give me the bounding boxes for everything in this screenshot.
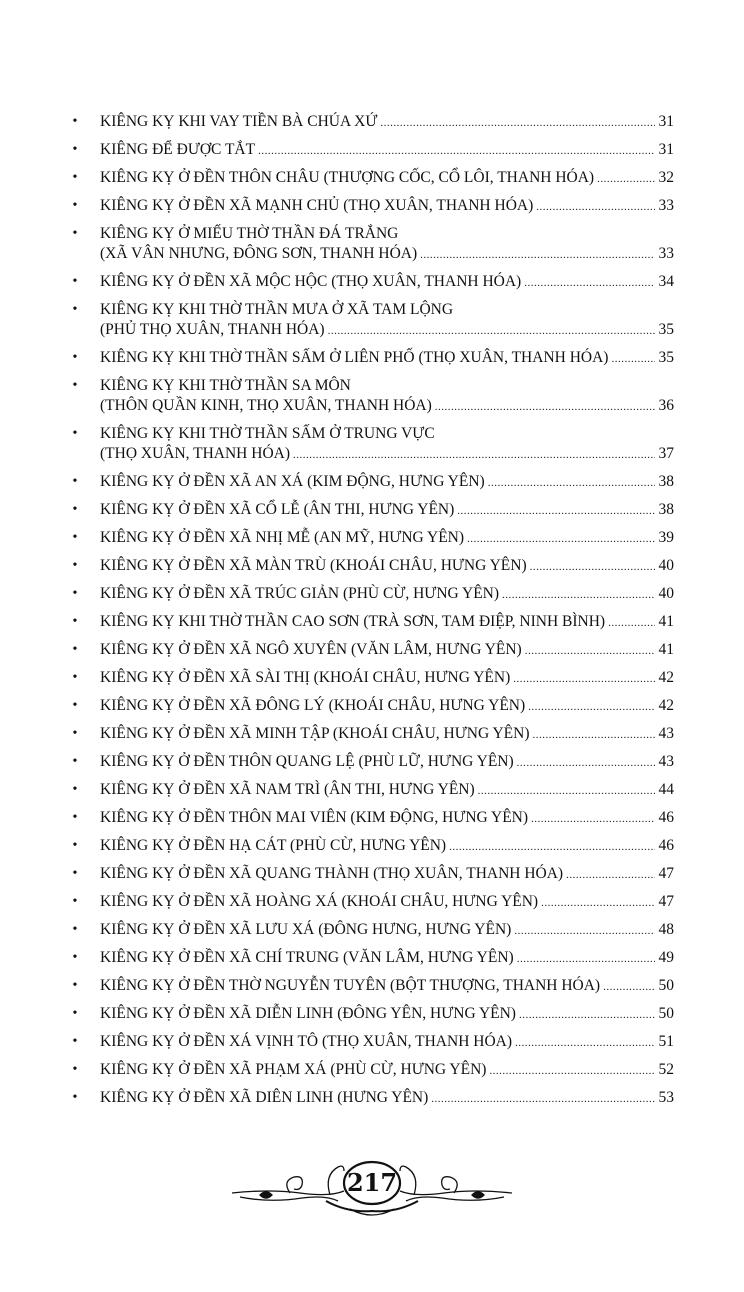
toc-entry[interactable] — [70, 808, 674, 829]
toc-page-number: 39 — [658, 529, 674, 546]
bullet-icon: • — [72, 502, 78, 517]
toc-entry[interactable] — [70, 376, 674, 417]
toc-page-number: 42 — [658, 697, 674, 714]
toc-entry[interactable] — [70, 168, 674, 189]
dot-leader — [502, 585, 655, 605]
toc-entry-title: KIÊNG KỴ Ở ĐỀN XÃ DIÊN LINH (HƯNG YÊN) — [100, 1089, 429, 1106]
toc-page-number: 31 — [658, 141, 674, 158]
dot-leader — [566, 865, 655, 885]
toc-page-number: 33 — [658, 197, 674, 214]
toc-entry-title-continued: (PHỦ THỌ XUÂN, THANH HÓA) — [100, 321, 325, 338]
bullet-icon: • — [72, 1006, 78, 1021]
toc-entry[interactable] — [70, 864, 674, 885]
toc-entry-title-continued: (THÔN QUẦN KINH, THỌ XUÂN, THANH HÓA) — [100, 397, 432, 414]
toc-entry[interactable] — [70, 224, 674, 265]
toc-page-number: 46 — [658, 809, 674, 826]
bullet-icon: • — [72, 670, 78, 685]
bullet-icon: • — [72, 558, 78, 573]
toc-page-number: 50 — [658, 977, 674, 994]
dot-leader — [528, 697, 655, 717]
toc-page-number: 53 — [658, 1089, 674, 1106]
toc-page-number: 43 — [658, 753, 674, 770]
bullet-icon: • — [72, 142, 78, 157]
toc-page-number: 43 — [658, 725, 674, 742]
toc-page-number: 38 — [658, 473, 674, 490]
bullet-icon: • — [72, 782, 78, 797]
bullet-icon: • — [72, 1090, 78, 1105]
toc-entry[interactable] — [70, 836, 674, 857]
toc-page-number: 38 — [658, 501, 674, 518]
bullet-icon: • — [72, 530, 78, 545]
toc-entry-title: KIÊNG KỴ KHI THỜ THẦN MƯA Ở XÃ TAM LỘNG — [100, 301, 454, 318]
toc-entry[interactable] — [70, 556, 674, 577]
bullet-icon: • — [72, 474, 78, 489]
toc-entry-title: KIÊNG KỴ Ở ĐỀN XÃ MẠNH CHỦ (THỌ XUÂN, THANH HÓA) — [100, 197, 534, 214]
bullet-icon: • — [72, 1062, 78, 1077]
toc-entry[interactable] — [70, 668, 674, 689]
toc-entry[interactable] — [70, 780, 674, 801]
toc-entry-title-continued: (THỌ XUÂN, THANH HÓA) — [100, 445, 290, 462]
bullet-icon: • — [72, 198, 78, 213]
dot-leader — [467, 529, 655, 549]
toc-page-number: 31 — [658, 113, 674, 130]
toc-entry-title: KIÊNG KỴ Ở ĐỀN XÃ MINH TẬP (KHOÁI CHÂU, HƯNG YÊN) — [100, 725, 530, 742]
toc-entry[interactable] — [70, 140, 674, 161]
toc-page-number: 48 — [658, 921, 674, 938]
dot-leader — [457, 501, 655, 521]
toc-page-number: 46 — [658, 837, 674, 854]
toc-entry[interactable] — [70, 500, 674, 521]
bullet-icon: • — [72, 754, 78, 769]
toc-entry-title: KIÊNG KỴ Ở ĐỀN XÃ NGÔ XUYÊN (VĂN LÂM, HƯNG YÊN) — [100, 641, 522, 658]
toc-page-number: 36 — [658, 397, 674, 414]
dot-leader — [431, 1089, 655, 1109]
toc-page-number: 33 — [658, 245, 674, 262]
bullet-icon: • — [72, 378, 78, 393]
dot-leader — [517, 949, 655, 969]
dot-leader — [532, 725, 655, 745]
toc-entry[interactable] — [70, 112, 674, 133]
toc-entry[interactable] — [70, 640, 674, 661]
bullet-icon: • — [72, 950, 78, 965]
dot-leader — [293, 445, 655, 465]
bullet-icon: • — [72, 726, 78, 741]
toc-entry-title: KIÊNG KỴ Ở ĐỀN XÃ NHỊ MỄ (AN MỸ, HƯNG YÊN) — [100, 529, 465, 546]
toc-entry-title: KIÊNG KỴ Ở ĐỀN XÃ HOÀNG XÁ (KHOÁI CHÂU, HƯNG YÊN) — [100, 893, 539, 910]
bullet-icon: • — [72, 426, 78, 441]
bullet-icon: • — [72, 810, 78, 825]
bullet-icon: • — [72, 170, 78, 185]
toc-entry-title: KIÊNG KỴ Ở ĐỀN XÃ MỘC HỘC (THỌ XUÂN, THANH HÓA) — [100, 273, 522, 290]
toc-page-number: 35 — [658, 349, 674, 366]
toc-entry[interactable] — [70, 612, 674, 633]
bullet-icon: • — [72, 614, 78, 629]
toc-entry[interactable] — [70, 528, 674, 549]
dot-leader — [380, 113, 655, 133]
dot-leader — [435, 397, 655, 417]
toc-entry[interactable] — [70, 892, 674, 913]
dot-leader — [531, 809, 655, 829]
dot-leader — [536, 197, 655, 217]
toc-page-number: 41 — [658, 641, 674, 658]
toc-entry-title: KIÊNG KỴ Ở ĐỀN XÃ QUANG THÀNH (THỌ XUÂN, THANH HÓA) — [100, 865, 564, 882]
toc-entry-title: KIÊNG KỴ Ở ĐỀN XÃ TRÚC GIẢN (PHÙ CỪ, HƯNG YÊN) — [100, 585, 500, 602]
dot-leader — [489, 1061, 655, 1081]
dot-leader — [517, 753, 655, 773]
toc-entry-title: KIÊNG KỴ Ở ĐỀN XÃ LƯU XÁ (ĐÔNG HƯNG, HƯNG YÊN) — [100, 921, 512, 938]
dot-leader — [258, 141, 655, 161]
toc-entry[interactable] — [70, 196, 674, 217]
toc-entry[interactable] — [70, 424, 674, 465]
toc-entry[interactable] — [70, 272, 674, 293]
dot-leader — [603, 977, 655, 997]
dot-leader — [513, 669, 655, 689]
bullet-icon: • — [72, 274, 78, 289]
toc-entry-title: KIÊNG KỴ Ở ĐỀN XÃ MÀN TRÙ (KHOÁI CHÂU, HƯNG YÊN) — [100, 557, 527, 574]
toc-entry-title: KIÊNG KỴ Ở ĐỀN HẠ CÁT (PHÙ CỪ, HƯNG YÊN) — [100, 837, 447, 854]
bullet-icon: • — [72, 894, 78, 909]
toc-entry-title-continued: (XÃ VÂN NHƯNG, ĐÔNG SƠN, THANH HÓA) — [100, 245, 418, 262]
bullet-icon: • — [72, 226, 78, 241]
toc-entry-title: KIÊNG KỴ KHI THỜ THẦN SA MÔN — [100, 377, 351, 394]
toc-page-number: 40 — [658, 585, 674, 602]
dot-leader — [597, 169, 655, 189]
toc-page-number: 37 — [658, 445, 674, 462]
toc-entry-title: KIÊNG KỴ KHI THỜ THẦN CAO SƠN (TRÀ SƠN, TAM ĐIỆP, NINH BÌNH) — [100, 613, 606, 630]
toc-entry-title: KIÊNG KỴ Ở ĐỀN XÃ NAM TRÌ (ÂN THI, HƯNG YÊN) — [100, 781, 475, 798]
toc-page-number: 40 — [658, 557, 674, 574]
table-of-contents — [70, 112, 674, 1116]
toc-entry[interactable] — [70, 348, 674, 369]
dot-leader — [524, 273, 655, 293]
toc-entry[interactable] — [70, 300, 674, 341]
toc-entry[interactable] — [70, 1060, 674, 1081]
toc-entry[interactable] — [70, 696, 674, 717]
dot-leader — [608, 613, 655, 633]
bullet-icon: • — [72, 1034, 78, 1049]
page-footer — [230, 1155, 514, 1225]
toc-entry-title: KIÊNG KỴ Ở ĐỀN XÁ VỊNH TÔ (THỌ XUÂN, THANH HÓA) — [100, 1033, 512, 1050]
toc-entry[interactable] — [70, 752, 674, 773]
toc-page-number: 49 — [658, 949, 674, 966]
toc-entry[interactable] — [70, 920, 674, 941]
dot-leader — [519, 1005, 655, 1025]
bullet-icon: • — [72, 978, 78, 993]
toc-entry-title: KIÊNG KỴ Ở ĐỀN XÃ AN XÁ (KIM ĐỘNG, HƯNG YÊN) — [100, 473, 485, 490]
toc-page-number: 52 — [658, 1061, 674, 1078]
toc-entry-title: KIÊNG KỴ Ở ĐỀN THÔN QUANG LỆ (PHÙ LỮ, HƯNG YÊN) — [100, 753, 514, 770]
toc-page-number: 35 — [658, 321, 674, 338]
toc-page-number: 42 — [658, 669, 674, 686]
toc-entry-title: KIÊNG KỴ Ở ĐỀN XÃ PHẠM XÁ (PHÙ CỪ, HƯNG YÊN) — [100, 1061, 487, 1078]
toc-entry-title: KIÊNG KỴ Ở MIẾU THỜ THẦN ĐÁ TRẮNG — [100, 225, 399, 242]
dot-leader — [525, 641, 655, 661]
dot-leader — [514, 921, 655, 941]
dot-leader — [449, 837, 655, 857]
dot-leader — [328, 321, 655, 341]
toc-entry[interactable] — [70, 472, 674, 493]
toc-entry-title: KIÊNG ĐỂ ĐƯỢC TẮT — [100, 141, 256, 158]
toc-page-number: 34 — [658, 273, 674, 290]
toc-entry-title: KIÊNG KỴ Ở ĐỀN THÔN CHÂU (THƯỢNG CỐC, CỔ LÔI, THANH HÓA) — [100, 169, 595, 186]
toc-entry-title: KIÊNG KỴ Ở ĐỀN THÔN MAI VIÊN (KIM ĐỘNG, HƯNG YÊN) — [100, 809, 529, 826]
dot-leader — [488, 473, 655, 493]
toc-entry-title: KIÊNG KỴ Ở ĐỀN XÃ SÀI THỊ (KHOÁI CHÂU, HƯNG YÊN) — [100, 669, 511, 686]
bullet-icon: • — [72, 302, 78, 317]
toc-page-number: 50 — [658, 1005, 674, 1022]
bullet-icon: • — [72, 922, 78, 937]
bullet-icon: • — [72, 642, 78, 657]
bullet-icon: • — [72, 586, 78, 601]
toc-entry[interactable] — [70, 1088, 674, 1109]
toc-page-number: 32 — [658, 169, 674, 186]
toc-page-number: 41 — [658, 613, 674, 630]
bullet-icon: • — [72, 698, 78, 713]
dot-leader — [541, 893, 655, 913]
toc-page-number: 51 — [658, 1033, 674, 1050]
toc-entry[interactable] — [70, 1004, 674, 1025]
toc-page-number: 44 — [658, 781, 674, 798]
toc-entry-title: KIÊNG KỴ KHI THỜ THẦN SẤM Ở LIÊN PHỐ (THỌ XUÂN, THANH HÓA) — [100, 349, 609, 366]
bullet-icon: • — [72, 350, 78, 365]
dot-leader — [420, 245, 655, 265]
toc-entry[interactable] — [70, 724, 674, 745]
toc-entry[interactable] — [70, 584, 674, 605]
bullet-icon: • — [72, 838, 78, 853]
toc-entry-title: KIÊNG KỴ Ở ĐỀN THỜ NGUYỄN TUYÊN (BỘT THƯỢNG, THANH HÓA) — [100, 977, 601, 994]
toc-page-number: 47 — [658, 865, 674, 882]
dot-leader — [611, 349, 655, 369]
toc-entry-title: KIÊNG KỴ Ở ĐỀN XÃ DIỄN LINH (ĐÔNG YÊN, HƯNG YÊN) — [100, 1005, 516, 1022]
page-number: 217 — [346, 1168, 398, 1197]
toc-entry-title: KIÊNG KỴ KHI THỜ THẦN SẤM Ở TRUNG VỰC — [100, 425, 435, 442]
toc-entry-title: KIÊNG KỴ Ở ĐỀN XÃ ĐÔNG LÝ (KHOÁI CHÂU, HƯNG YÊN) — [100, 697, 526, 714]
toc-entry[interactable] — [70, 976, 674, 997]
toc-entry-title: KIÊNG KỴ Ở ĐỀN XÃ CHÍ TRUNG (VĂN LÂM, HƯNG YÊN) — [100, 949, 514, 966]
toc-entry-title: KIÊNG KỴ KHI VAY TIỀN BÀ CHÚA XỨ — [100, 113, 378, 130]
toc-entry-title: KIÊNG KỴ Ở ĐỀN XÃ CỔ LỄ (ÂN THI, HƯNG YÊN) — [100, 501, 455, 518]
bullet-icon: • — [72, 114, 78, 129]
dot-leader — [478, 781, 655, 801]
dot-leader — [515, 1033, 655, 1053]
dot-leader — [530, 557, 655, 577]
toc-entry[interactable] — [70, 948, 674, 969]
toc-page-number: 47 — [658, 893, 674, 910]
bullet-icon: • — [72, 866, 78, 881]
toc-entry[interactable] — [70, 1032, 674, 1053]
